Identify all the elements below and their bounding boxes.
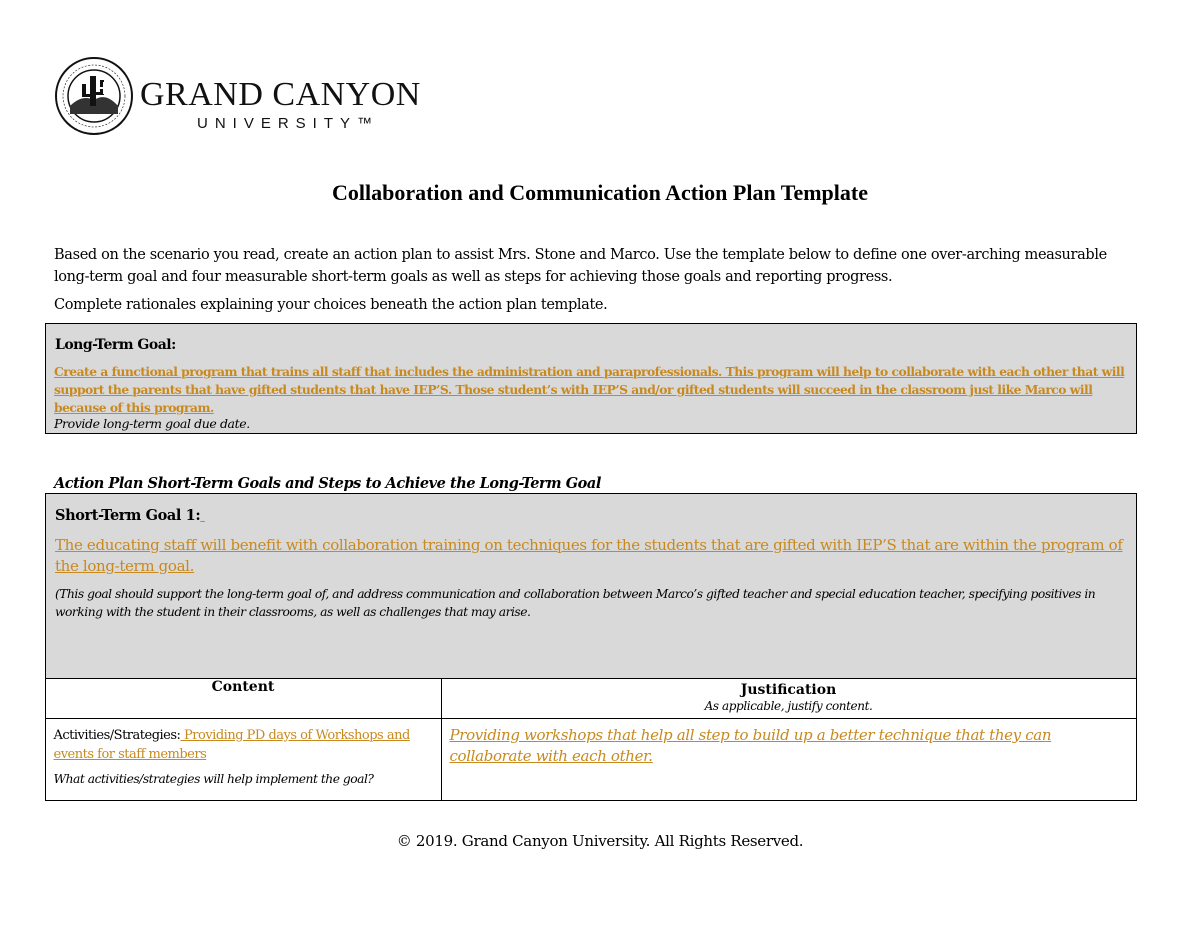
copyright-footer: © 2019. Grand Canyon University. All Rights Reserved. [396,832,804,850]
long-term-goal-box [45,323,1137,434]
activities-answer[interactable]: Providing PD days of Workshops and events for staff members [53,728,410,762]
short-term-goal-label-text: Short-Term Goal 1: [55,507,201,524]
short-term-goal-box [45,493,1137,801]
university-wordmark: GRAND CANYON [140,76,421,113]
short-term-goal-label-blank[interactable] [200,507,205,524]
short-term-goal-answer[interactable]: The educating staff will benefit with collaboration training on techniques for the students that are gifted with IEP’S that are within the program of the long-term goal. [55,536,1123,575]
header-justification [441,679,1136,719]
university-wordmark-sub: UNIVERSITY™ [197,115,380,132]
long-term-goal-answer[interactable]: Create a functional program that trains all staff that includes the administration and paraprofessionals. This program will help to collaborate with each other that will support the parents that have gifted students that have IEP’S. Those student’s with IEP’S and/or gifted students will succeed in the classroom just like Marco will because of this program. [54,364,1125,415]
short-term-goal-label [55,507,205,524]
justification-answer[interactable]: Providing workshops that help all step to build up a better technique that they can collaborate with each other. [449,726,1052,765]
short-term-goal-note: (This goal should support the long-term goal of, and address communication and collaboration between Marco’s gifted teacher and special education teacher, specifying positives in working with the student in their classrooms, as well as challenges that may arise. [55,587,1096,619]
intro-paragraph: Based on the scenario you read, create an action plan to assist Mrs. Stone and Marco. Use the template below to define one over-arching measurable long-term goal and four measurable short-term goals as well as steps for achieving those goals and reporting progress. [54,247,1107,285]
header-content: Content [45,679,441,719]
header-justification-title: Justification [740,682,837,698]
action-plan-table [45,678,1137,801]
table-row [45,719,1136,801]
long-term-goal-due-note: Provide long-term goal due date. [54,416,250,431]
intro-instruction: Complete rationales explaining your choices beneath the action plan template. [54,297,608,313]
page-title: Collaboration and Communication Action Plan Template [331,180,868,205]
section-heading: Action Plan Short-Term Goals and Steps to Achieve the Long-Term Goal [54,475,601,492]
activities-question: What activities/strategies will help implement the goal? [53,772,374,786]
university-logo [54,56,424,138]
activities-text [54,726,433,764]
activities-cell [45,719,441,801]
header-justification-sub: As applicable, justify content. [704,699,873,713]
table-header-row [45,679,1136,719]
activities-label: Activities/Strategies: [53,728,181,743]
university-seal-icon [54,56,134,136]
justification-cell [441,719,1136,801]
long-term-goal-label: Long-Term Goal: [55,337,176,353]
